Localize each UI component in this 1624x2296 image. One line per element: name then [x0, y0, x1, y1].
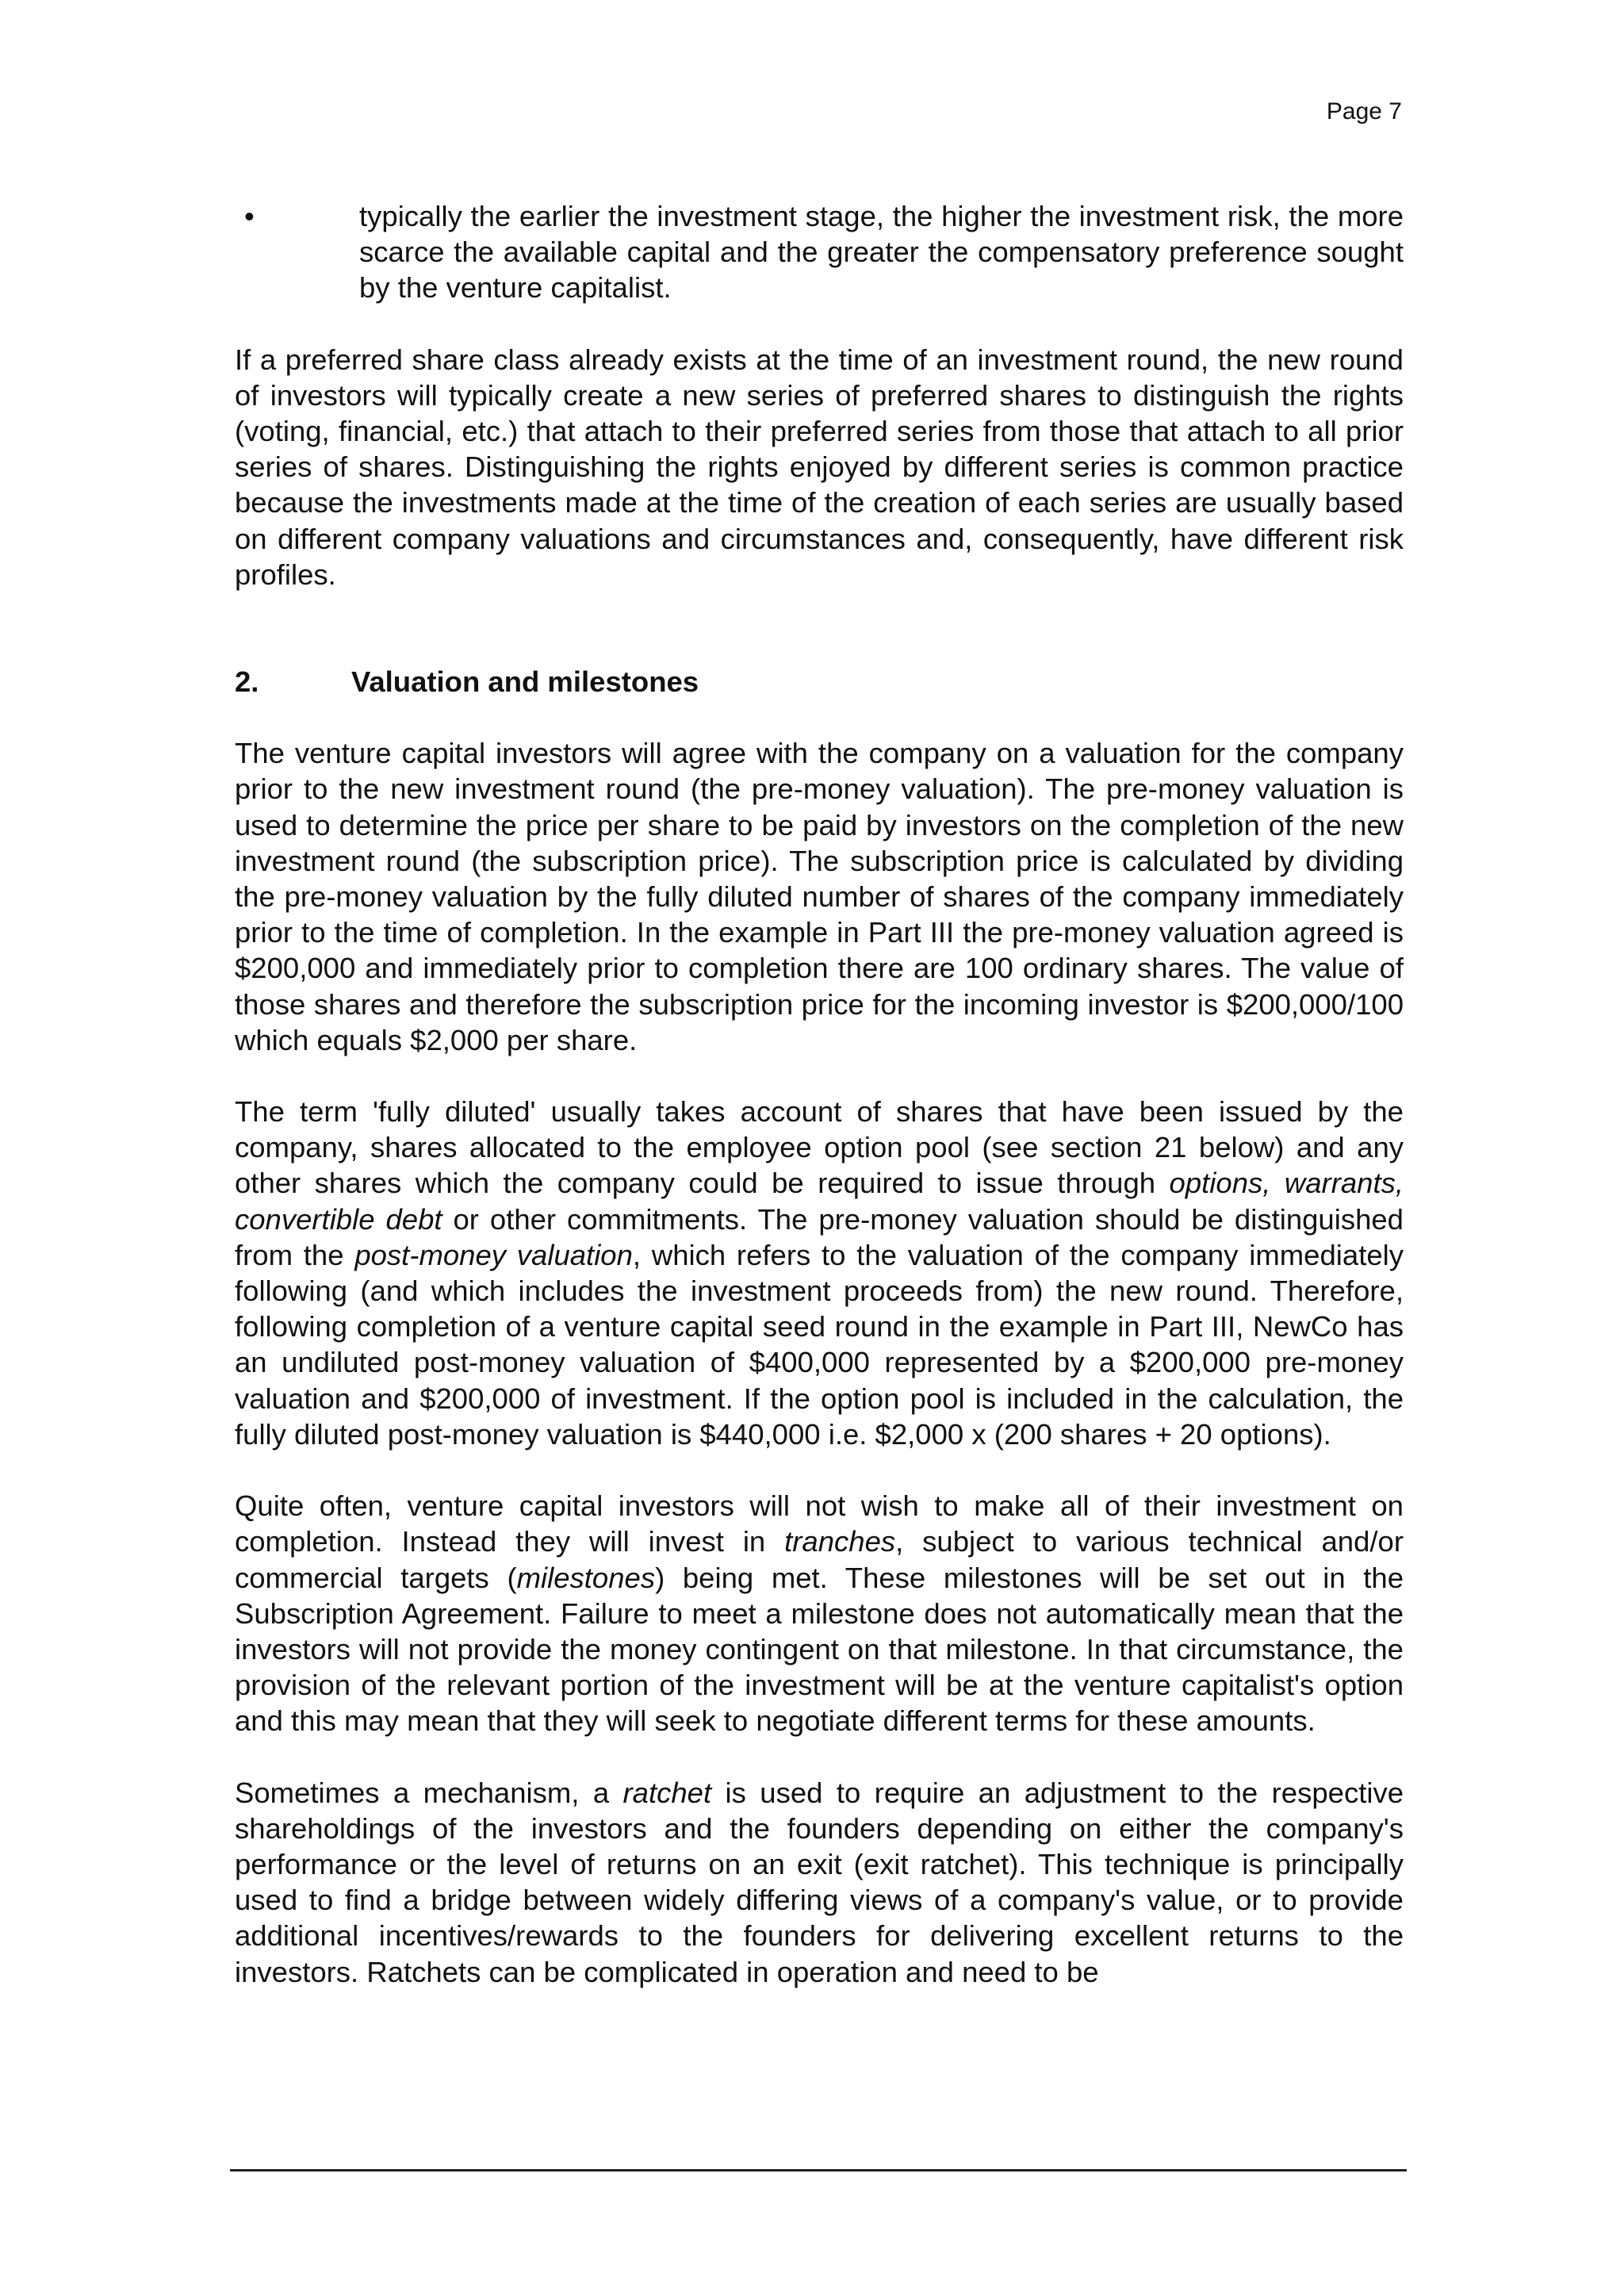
bullet-icon: •: [244, 200, 255, 232]
text-run: is used to require an adjustment to the respective shareholdings of the investors and the founders depending on either the company's performance or the level of returns on an exit (exit ratchet). This technique is principally used to find a bridge between widely differing views of a company's value, or to provide additional incentives/rewards to the founders for delivering excellent returns to the investors. Ratchets can be complicated in operation and need to be: [235, 1776, 1404, 1988]
document-body: [235, 198, 1404, 2026]
bullet-text: typically the earlier the investment stage, the higher the investment risk, the more scarce the available capital and the greater the compensatory preference sought by the venture capitalist.: [359, 200, 1404, 305]
italic-term: milestones: [516, 1561, 656, 1594]
text-run: Quite often, venture capital investors will not wish to make all of their investment on completion. Instead they will invest in: [235, 1489, 1404, 1558]
section-number: 2.: [235, 665, 259, 699]
text-run: , subject to various technical and/or commercial targets (: [235, 1525, 1404, 1594]
bullet-item: [235, 198, 1404, 306]
text-run: Sometimes a mechanism, a: [235, 1776, 623, 1809]
text-run: , which refers to the valuation of the company immediately following (and which includes the investment proceeds from) the new round. Therefore, following completion of a venture capital seed round in the example in Part III, NewCo has an undiluted post-money valuation of $400,000 represented by a $200,000 pre-money valuation and $200,000 of investment. If the option pool is included in the calculation, the fully diluted post-money valuation is $440,000 i.e. $2,000 x (200 shares + 20 options).: [235, 1238, 1404, 1451]
paragraph-fully-diluted: [235, 1094, 1404, 1452]
paragraph-pre-money-valuation: The venture capital investors will agree with the company on a valuation for the company prior to the new investment round (the pre-money valuation). The pre-money valuation is used to determine the price per share to be paid by investors on the completion of the new investment round (the subscription price). The subscription price is calculated by dividing the pre-money valuation by the fully diluted number of shares of the company immediately prior to the time of completion. In the example in Part III the pre-money valuation agreed is $200,000 and immediately prior to completion there are 100 ordinary shares. The value of those shares and therefore the subscription price for the incoming investor is $200,000/100 which equals $2,000 per share.: [235, 737, 1404, 1056]
section-title: Valuation and milestones: [351, 665, 699, 699]
paragraph-ratchet: [235, 1775, 1404, 1990]
italic-term: ratchet: [622, 1776, 712, 1809]
text-run: ) being met. These milestones will be set out in the Subscription Agreement. Failure to meet a milestone does not automatically mean that the investors will not provide the money contingent on that milestone. In that circumstance, the provision of the relevant portion of the investment will be at the venture capitalist's option and this may mean that they will seek to negotiate different terms for these amounts.: [235, 1561, 1404, 1738]
text-run: The term 'fully diluted' usually takes account of shares that have been issued by the company, shares allocated to the employee option pool (see section 21 below) and any other shares which the company could be required to issue through: [235, 1095, 1404, 1200]
page-number: Page 7: [1326, 98, 1402, 125]
section-heading: [235, 664, 1404, 700]
paragraph-tranches-milestones: [235, 1488, 1404, 1738]
italic-term: post-money valuation: [354, 1238, 633, 1271]
footer-divider: [230, 2169, 1407, 2171]
italic-term: tranches: [784, 1525, 896, 1558]
paragraph-preferred-share-series: If a preferred share class already exists at the time of an investment round, the new round of investors will typically create a new series of preferred shares to distinguish the rights (voting, financial, etc.) that attach to their preferred series from those that attach to all prior series of shares. Distinguishing the rights enjoyed by different series is common practice because the investments made at the time of the creation of each series are usually based on different company valuations and circumstances and, consequently, have different risk profiles.: [235, 343, 1404, 591]
text-run: or other commitments. The pre-money valuation should be distinguished from the: [235, 1202, 1404, 1271]
italic-term: options, warrants, convertible debt: [235, 1167, 1404, 1236]
